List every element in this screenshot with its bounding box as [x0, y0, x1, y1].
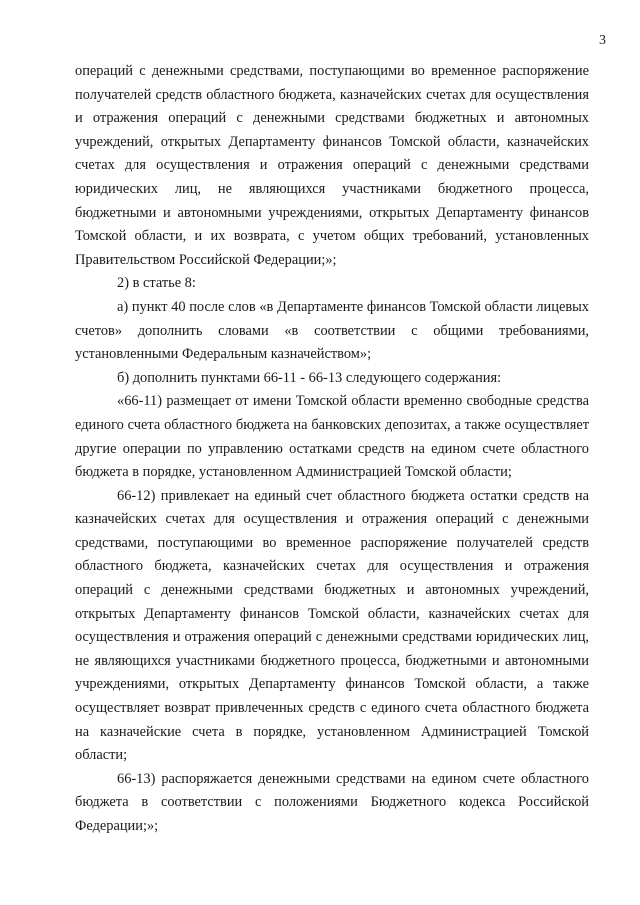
paragraph-item-2: 2) в статье 8: — [117, 275, 196, 292]
paragraph-clause-66-11: «66-11) размещает от имени Томской области временно свободные средства единого счета областного бюджета на банковских депозитах, а также осуществляет другие операции по управлению остатками средств на едином счете областного бюджета в порядке, установленном Администрацией Томской области; — [75, 393, 589, 481]
document-body — [75, 60, 589, 839]
paragraph-item-a: а) пункт 40 после слов «в Департаменте финансов Томской области лицевых счетов» дополнить словами «в соответствии с общими требованиями, установленными Федеральным казначейством»; — [75, 298, 589, 363]
paragraph-clause-66-12: 66-12) привлекает на единый счет областного бюджета остатки средств на казначейских счетах для осуществления и отражения операций с денежными средствами, поступающими во временное распоряжение получателей средств областного бюджета, казначейских счетах для осуществления и отражения операций с денежными средствами бюджетных и автономных учреждений, открытых Департаменту финансов Томской области, казначейских счетах для осуществления и отражения операций с денежными средствами юридических лиц, не являющихся участниками бюджетного процесса, бюджетными и автономными учреждениями, открытых Департаменту финансов Томской области, а также осуществляет возврат привлеченных средств с единого счета областного бюджета на казначейские счета в порядке, установленном Администрацией Томской области; — [75, 487, 589, 764]
paragraph-item-b: б) дополнить пунктами 66-11 - 66-13 следующего содержания: — [117, 369, 502, 386]
page-number: 3 — [599, 33, 606, 48]
paragraph-continuation: операций с денежными средствами, поступающими во временное распоряжение получателей средств областного бюджета, казначейских счетах для осуществления и отражения операций с денежными средствами бюджетных и автономных учреждений, открытых Департаменту финансов Томской области, казначейских счетах для осуществления и отражения операций с денежными средствами юридических лиц, не являющихся участниками бюджетного процесса, бюджетными и автономными учреждениями, открытых Департаменту финансов Томской области, и их возврата, с учетом общих требований, установленных Правительством Российской Федерации;»; — [75, 63, 589, 268]
paragraph-clause-66-13: 66-13) распоряжается денежными средствами на едином счете областного бюджета в соответствии с положениями Бюджетного кодекса Российской Федерации;»; — [75, 770, 589, 834]
